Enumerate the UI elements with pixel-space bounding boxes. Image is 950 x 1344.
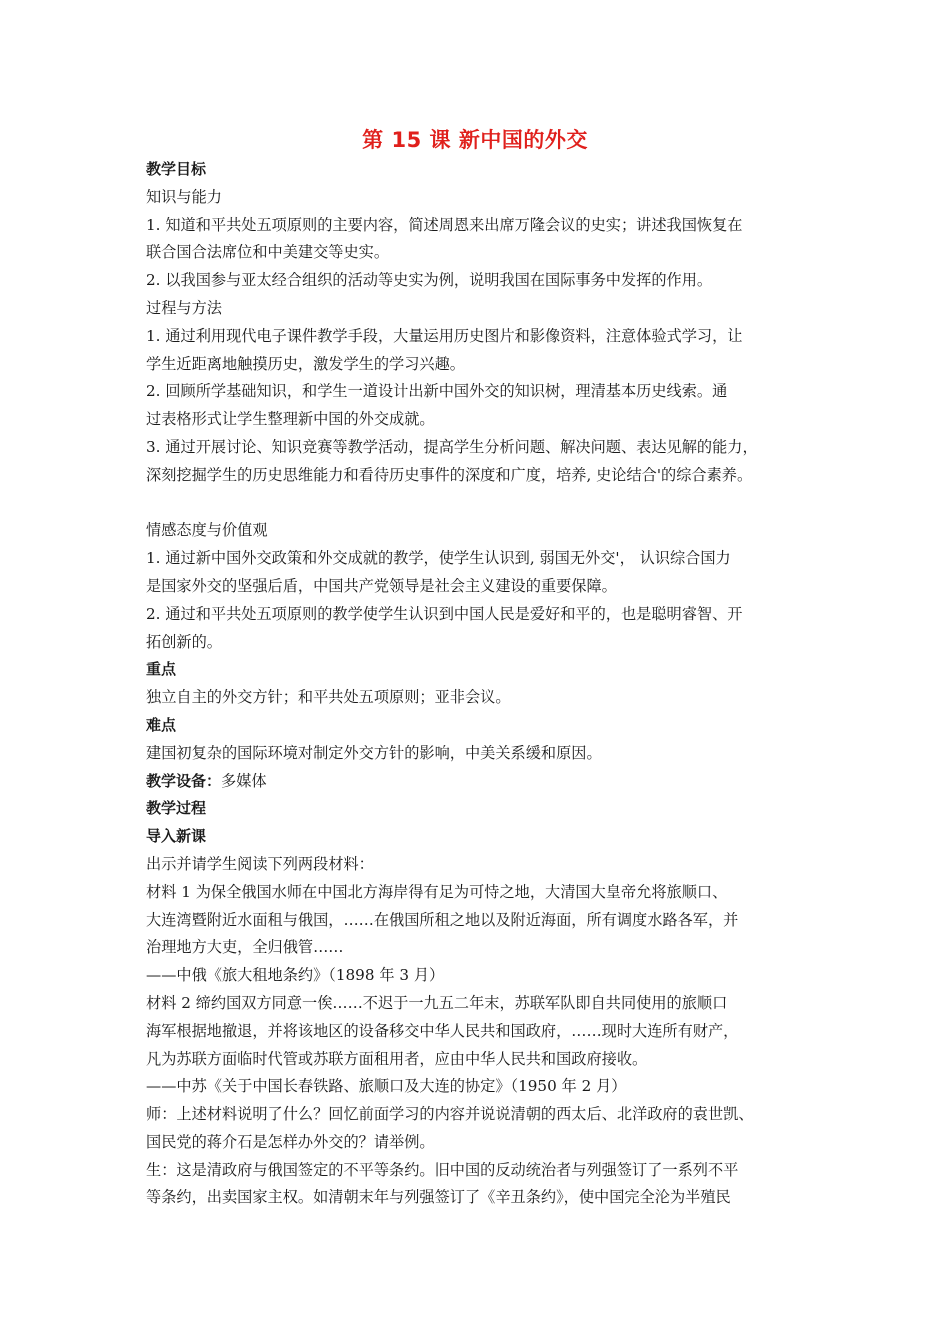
equipment-value: 多媒体 [221,771,267,790]
body-line: 知识与能力 [146,187,222,206]
section-heading: 重点 [146,660,177,679]
body-line: 1. 通过新中国外交政策和外交成就的教学，使学生认识到, 弱国无外交'， 认识综合国力 [146,549,731,568]
blank-line [146,490,816,518]
body-line: 联合国合法席位和中美建交等史实。 [146,243,389,262]
body-line: 3. 通过开展讨论、知识竞赛等教学活动，提高学生分析问题、解决问题、表达见解的能力， [146,437,758,456]
body-line: ——中俄《旅大租地条约》（1898 年 3 月） [146,966,445,985]
body-line: 出示并请学生阅读下列两段材料： [146,854,374,873]
body-line: 2. 以我国参与亚太经合组织的活动等史实为例，说明我国在国际事务中发挥的作用。 [146,271,713,290]
document-body [146,156,816,1212]
body-line: 情感态度与价值观 [146,521,268,540]
body-line: 是国家外交的坚强后盾，中国共产党领导是社会主义建设的重要保障。 [146,576,617,595]
equipment-line [146,768,816,796]
section-heading: 难点 [146,715,177,734]
body-line: 国民党的蒋介石是怎样办外交的？请举例。 [146,1132,435,1151]
body-line: 生：这是清政府与俄国签定的不平等条约。旧中国的反动统治者与列强签订了一系列不平 [146,1160,739,1179]
body-line: 凡为苏联方面临时代管或苏联方面租用者，应由中华人民共和国政府接收。 [146,1049,648,1068]
body-line: 材料 1 为保全俄国水师在中国北方海岸得有足为可恃之地，大清国大皇帝允将旅顺口、 [146,882,728,901]
body-line: 学生近距离地触摸历史，激发学生的学习兴趣。 [146,354,465,373]
body-line: 材料 2 缔约国双方同意一俟……不迟于一九五二年末，苏联军队即自共同使用的旅顺口 [146,993,728,1012]
body-line: 1. 通过利用现代电子课件教学手段，大量运用历史图片和影像资料，注意体验式学习，让 [146,326,743,345]
equipment-label: 教学设备： [146,771,222,790]
body-line: 独立自主的外交方针；和平共处五项原则；亚非会议。 [146,688,511,707]
body-line: 大连湾暨附近水面租与俄国，……在俄国所租之地以及附近海面，所有调度水路各军，并 [146,910,739,929]
section-heading: 教学目标 [146,160,207,178]
body-line: 海军根据地撤退，并将该地区的设备移交中华人民共和国政府，……现时大连所有财产， [146,1021,739,1040]
section-heading: 教学过程 [146,799,207,818]
body-line: ——中苏《关于中国长春铁路、旅顺口及大连的协定》（1950 年 2 月） [146,1077,627,1096]
body-line: 建国初复杂的国际环境对制定外交方针的影响，中美关系缓和原因。 [146,743,602,762]
section-heading: 导入新课 [146,827,207,846]
body-line: 师：上述材料说明了什么？回忆前面学习的内容并说说清朝的西太后、北洋政府的袁世凯、 [146,1105,754,1124]
body-line: 2. 通过和平共处五项原则的教学使学生认识到中国人民是爱好和平的，也是聪明睿智、开 [146,604,743,623]
body-line: 过表格形式让学生整理新中国的外交成就。 [146,410,435,429]
body-line: 等条约，出卖国家主权。如清朝末年与列强签订了《辛丑条约》，使中国完全沦为半殖民 [146,1188,731,1207]
document-title: 第 15 课 新中国的外交 [362,128,588,152]
body-line: 过程与方法 [146,298,222,317]
body-line: 2. 回顾所学基础知识，和学生一道设计出新中国外交的知识树，理清基本历史线索。通 [146,382,728,401]
body-line: 深刻挖掘学生的历史思维能力和看待历史事件的深度和广度，培养, 史论结合'的综合素养。 [146,465,753,484]
body-line: 治理地方大吏，全归俄管…… [146,938,344,957]
body-line: 1. 知道和平共处五项原则的主要内容，简述周恩来出席万隆会议的史实；讲述我国恢复在 [146,215,743,234]
body-line: 拓创新的。 [146,632,222,651]
